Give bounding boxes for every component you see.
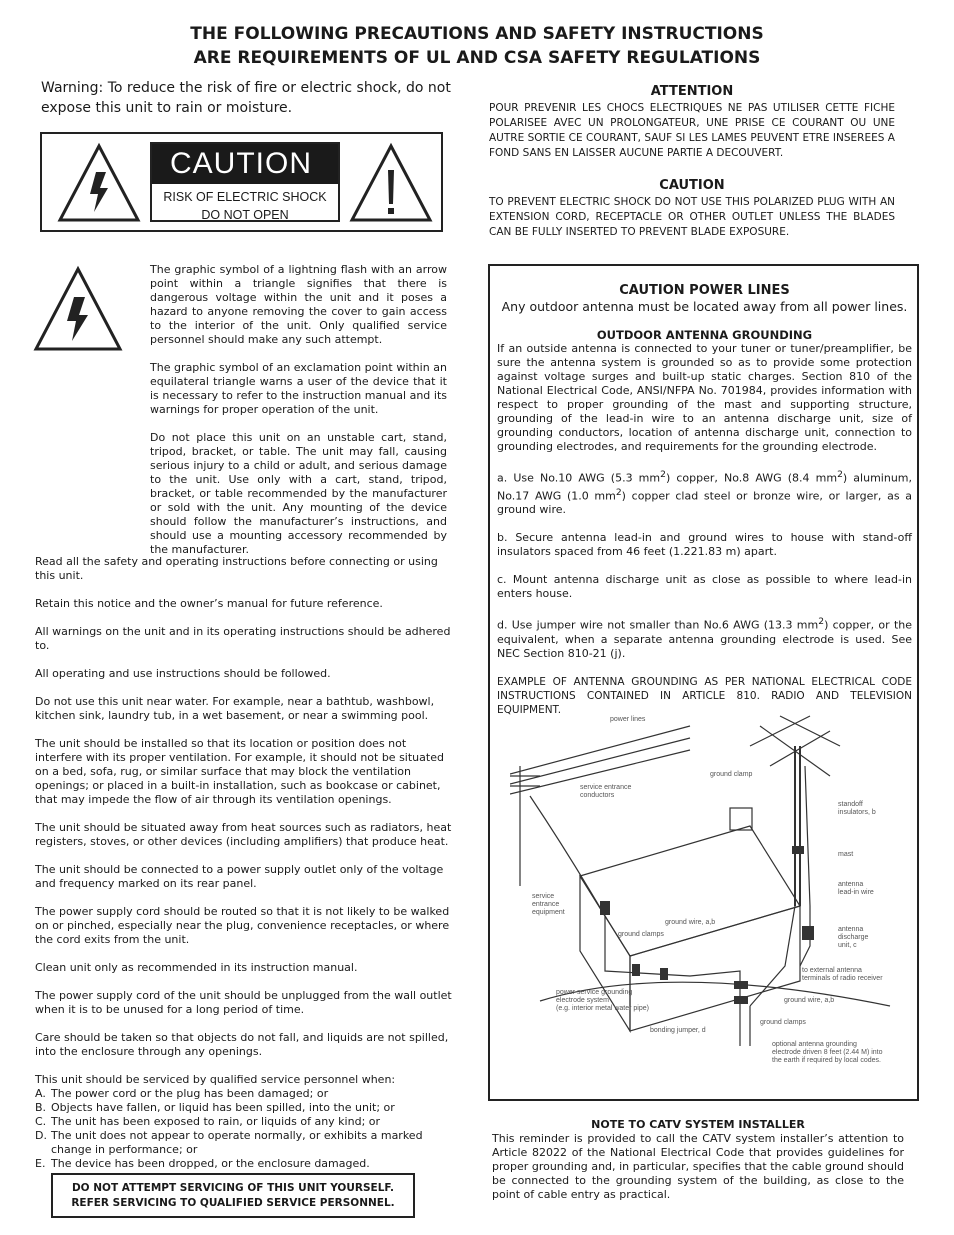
caution-subtext-line2: DO NOT OPEN — [201, 208, 289, 222]
servicing-notice-line1: DO NOT ATTEMPT SERVICING OF THIS UNIT YOURSELF. — [71, 1182, 395, 1194]
service-letter: B. — [35, 1101, 47, 1114]
service-text: The power cord or the plug has been damaged; or — [51, 1087, 329, 1100]
diagram-label: terminals of radio receiver — [802, 975, 883, 982]
catv-text: This reminder is provided to call the CATV system installer’s attention to Article 82022 of the National Electrical Code that provides guidelines for proper grounding and, in particular, specifies that the cable ground should be connected to the grounding system of the building, as close to the point of cable entry as practical. — [492, 1132, 904, 1201]
warning-text: Warning: To reduce the risk of fire or electric shock, do not expose this unit to rain or moisture. — [41, 80, 451, 116]
caution-word: CAUTION — [152, 144, 338, 184]
diagram-label: equipment — [532, 909, 565, 916]
service-list-item — [35, 1087, 453, 1101]
power-lines-text: Any outdoor antenna must be located away from all power lines. — [501, 299, 908, 314]
caution-label-box — [40, 132, 443, 232]
instruction-item: The unit should be situated away from heat sources such as radiators, heat registers, stoves, or other devices (including amplifiers) that produce heat. — [35, 821, 452, 848]
safety-instructions — [35, 555, 453, 1171]
diagram-label: the earth if required by local codes. — [772, 1057, 881, 1064]
diagram-label: ground wire, a,b — [784, 997, 835, 1004]
service-list-item — [35, 1129, 453, 1157]
diagram-label: electrode system — [556, 997, 609, 1004]
grounding-example: EXAMPLE OF ANTENNA GROUNDING AS PER NATIONAL ELECTRICAL CODE INSTRUCTIONS CONTAINED IN ARTICLE 810. RADIO AND TELEVISION EQUIPMENT. — [497, 675, 912, 716]
instruction-item: The power supply cord of the unit should be unplugged from the wall outlet when it is to be unused for a long period of time. — [35, 989, 452, 1016]
service-letter: A. — [35, 1087, 46, 1100]
instruction-item: The unit should be connected to a power supply outlet only of the voltage and frequency marked on its rear panel. — [35, 863, 444, 890]
diagram-label: unit, c — [838, 942, 857, 949]
grounding-text: If an outside antenna is connected to your tuner or tuner/preamplifier, be sure the antenna system is grounded so as to provide some protection against voltage surges and built-up static charges. Section 810 of the National Electrical Code, ANSI/NFPA No. 701984, provides information with respect to proper grounding of the mast and supporting structure, grounding of the lead-in wire to an antenna discharge unit, size of grounding conductors, location of antenna discharge unit, connection to grounding electrodes, and requirements for the grounding electrode. — [497, 342, 912, 453]
diagram-label: optional antenna grounding — [772, 1041, 857, 1048]
diagram-label: service — [532, 893, 555, 900]
diagram-label: conductors — [580, 792, 615, 799]
grounding-item-d-part: ) copper, or the equivalent, when a separate antenna grounding electrode is used. See NEC Section 810-21 (j). — [497, 618, 912, 660]
service-text: The unit does not appear to operate normally, or exhibits a marked change in performance; or — [51, 1129, 423, 1156]
service-list — [35, 1087, 453, 1171]
service-list-item — [35, 1157, 453, 1171]
title-line-2: ARE REQUIREMENTS OF UL AND CSA SAFETY REGULATIONS — [193, 48, 761, 68]
diagram-label: entrance — [532, 901, 560, 908]
grounding-item-a — [497, 468, 912, 517]
service-letter: C. — [35, 1115, 47, 1128]
service-text: Objects have fallen, or liquid has been spilled, into the unit; or — [51, 1101, 395, 1114]
cart-warning: Do not place this unit on an unstable cart, stand, tripod, bracket, or table. The unit may fall, causing serious injury to a child or adult, and serious damage to the unit. Use only with a cart, stand, tripod, bracket, or table recommended by the manufacturer or sold with the unit. Any mounting of the device should follow the manufacturer’s instructions, and should use a mounting accessory recommended by the manufacturer. — [150, 431, 447, 556]
diagram-label: antenna — [838, 926, 864, 933]
instruction-item: All operating and use instructions should be followed. — [35, 667, 331, 680]
service-letter: E. — [35, 1157, 46, 1170]
service-intro: This unit should be serviced by qualified service personnel when: — [35, 1073, 396, 1086]
superscript: 2 — [660, 469, 666, 480]
diagram-label: antenna — [838, 881, 864, 888]
service-text: The unit has been exposed to rain, or liquids of any kind; or — [51, 1115, 381, 1128]
caution-subtext — [152, 188, 338, 224]
diagram-label: lead-in wire — [838, 889, 874, 896]
service-list-item — [35, 1101, 453, 1115]
power-lines-content — [497, 284, 912, 723]
exclamation-description: The graphic symbol of an exclamation point within an equilateral triangle warns a user of the device that it is necessary to refer to the instruction manual and its warnings for proper operation of the unit. — [150, 361, 447, 416]
attention-heading: ATTENTION — [650, 84, 734, 99]
service-text: The device has been dropped, or the enclosure damaged. — [51, 1157, 370, 1170]
diagram-label: mast — [838, 851, 854, 858]
caution-plug-heading: CAUTION — [659, 178, 725, 193]
grounding-item-d — [497, 615, 912, 661]
diagram-label: electrode driven 8 feet (2.44 M) into — [772, 1049, 883, 1056]
title-line-1: THE FOLLOWING PRECAUTIONS AND SAFETY INSTRUCTIONS — [190, 24, 764, 44]
superscript: 2 — [615, 486, 622, 498]
diagram-label: to external antenna — [802, 967, 862, 974]
diagram-label: power service grounding — [556, 989, 633, 996]
instruction-item: The power supply cord should be routed so that it is not likely to be walked on or pinched, especially near the plug, convenience receptacles, or where the cord exits from the unit. — [35, 905, 450, 946]
instruction-item: Clean unit only as recommended in its instruction manual. — [35, 961, 358, 974]
service-list-item — [35, 1115, 453, 1129]
caution-plug-text: TO PREVENT ELECTRIC SHOCK DO NOT USE THIS POLARIZED PLUG WITH AN EXTENSION CORD, RECEPTACLE OR OTHER OUTLET UNLESS THE BLADES CAN BE FULLY INSERTED TO PREVENT BLADE EXPOSURE. — [489, 196, 895, 238]
grounding-item-a-part: ) copper clad steel or bronze wire, or larger, as a ground wire. — [497, 489, 912, 517]
instruction-item: All warnings on the unit and in its operating instructions should be adhered to. — [35, 625, 451, 652]
grounding-item-d-part: d. Use jumper wire not smaller than No.6 AWG (13.3 mm — [497, 618, 819, 632]
lightning-triangle-icon — [56, 142, 142, 224]
instruction-item: Do not use this unit near water. For example, near a bathtub, washbowl, kitchen sink, laundry tub, in a wet basement, or near a swimming pool. — [35, 695, 435, 722]
servicing-notice-line2: REFER SERVICING TO QUALIFIED SERVICE PERSONNEL. — [71, 1197, 395, 1209]
lightning-symbol-icon — [32, 265, 124, 353]
lightning-description: The graphic symbol of a lightning flash with an arrow point within a triangle signifies that there is dangerous voltage within the unit and it poses a hazard to anyone removing the cover to gain access to the interior of the unit. Only qualified service personnel should make any such attempt. — [150, 263, 447, 346]
servicing-notice — [51, 1173, 415, 1218]
attention-text: POUR PREVENIR LES CHOCS ELECTRIQUES NE PAS UTILISER CETTE FICHE POLARISEE AVEC UN PROLONGATEUR, UNE PRISE CE COURANT OU UNE AUTRE SORTIE CE COURANT, SAUF SI LES LAMES PEUVENT ETRE INSEREES A FOND SANS EN LAISSER AUCUNE PARTIE A DECOUVERT. — [489, 102, 895, 159]
grounding-item-b: b. Secure antenna lead-in and ground wires to house with stand-off insulators spaced from 46 feet (1.221.83 m) apart. — [497, 531, 912, 559]
diagram-label: standoff — [838, 801, 863, 808]
superscript: 2 — [818, 616, 825, 628]
diagram-label: insulators, b — [838, 809, 876, 816]
instruction-item: Retain this notice and the owner’s manual for future reference. — [35, 597, 383, 610]
caution-label — [150, 142, 340, 222]
diagram-label: power lines — [610, 716, 646, 723]
diagram-label: ground clamps — [760, 1019, 806, 1026]
power-lines-heading: CAUTION POWER LINES — [619, 283, 790, 298]
service-letter: D. — [35, 1129, 47, 1142]
diagram-label: bonding jumper, d — [650, 1027, 706, 1034]
instruction-item: The unit should be installed so that its location or position does not interfere with its proper ventilation. For example, it should not be situated on a bed, sofa, rug, or similar surface that may block the ventilation openings; or placed in a built-in installation, such as bookcase or cabinet, that may impede the flow of air through its ventilation openings. — [35, 737, 444, 806]
grounding-item-a-part: ) aluminum, No.17 AWG (1.0 mm — [497, 471, 912, 503]
grounding-item-c: c. Mount antenna discharge unit as close as possible to where lead-in enters house. — [497, 573, 912, 601]
caution-subtext-line1: RISK OF ELECTRIC SHOCK — [163, 190, 327, 204]
diagram-label: ground clamp — [710, 771, 753, 778]
exclamation-triangle-icon — [348, 142, 434, 224]
diagram-label: ground wire, a,b — [665, 919, 716, 926]
page-title — [0, 22, 954, 70]
instruction-item: Care should be taken so that objects do not fall, and liquids are not spilled, into the enclosure through any openings. — [35, 1031, 449, 1058]
grounding-heading: OUTDOOR ANTENNA GROUNDING — [596, 328, 813, 342]
diagram-label: (e.g. interior metal water pipe) — [556, 1005, 649, 1012]
diagram-label: discharge — [838, 934, 869, 941]
grounding-item-a-part: ) copper, No.8 AWG (8.4 mm — [665, 471, 838, 485]
grounding-item-a-part: a. Use No.10 AWG (5.3 mm — [497, 471, 661, 485]
antenna-grounding-diagram — [510, 706, 910, 1076]
diagram-label: service entrance — [580, 784, 632, 791]
superscript: 2 — [837, 469, 843, 480]
catv-heading: NOTE TO CATV SYSTEM INSTALLER — [591, 1118, 805, 1131]
diagram-label: ground clamps — [618, 931, 664, 938]
power-lines-box — [488, 264, 919, 1101]
instruction-item: Read all the safety and operating instructions before connecting or using this unit. — [35, 555, 438, 582]
